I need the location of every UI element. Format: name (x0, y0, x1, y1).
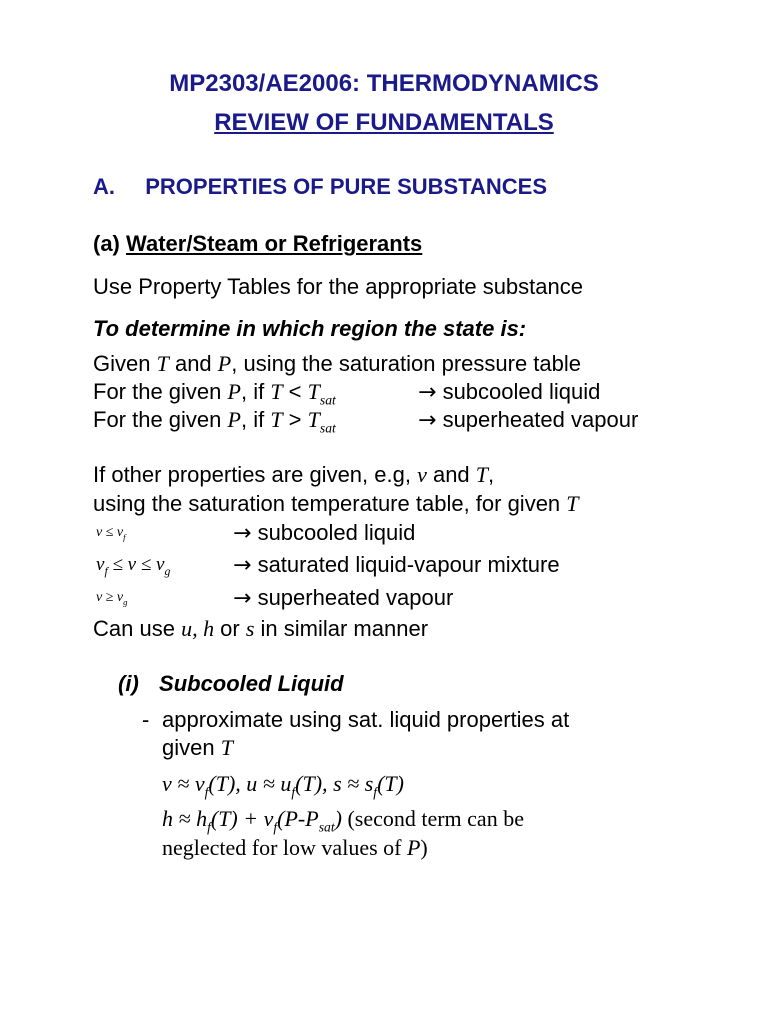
var-v: v (96, 525, 103, 540)
var-vf: v (116, 525, 124, 540)
other-line-1 (93, 461, 494, 489)
arrow-icon: → (418, 408, 437, 433)
var-vg: v (156, 554, 165, 575)
var-v: v (96, 590, 103, 605)
operator: ≤ (102, 525, 117, 540)
text: (T) (377, 771, 404, 796)
var-uf: u (280, 771, 292, 796)
var-tsat: T (307, 407, 320, 432)
given-tp-line-1 (93, 350, 581, 378)
result-text: subcooled liquid (257, 520, 416, 545)
intro-text: Use Property Tables for the appropriate substance (93, 274, 583, 299)
condition-3-result (233, 584, 453, 613)
operator: ≈ (257, 771, 281, 796)
var-vf: v (194, 771, 205, 796)
var-u-h: u, h (181, 616, 215, 641)
arrow-icon: → (418, 380, 437, 405)
var-vf: v (263, 806, 274, 831)
note-text: (second term can be (341, 806, 524, 831)
operator: > (282, 407, 308, 432)
var-t: T (270, 407, 283, 432)
section-a-heading (93, 174, 547, 200)
subscript-f: f (273, 819, 278, 835)
arrow-icon: → (233, 586, 252, 611)
result-text: saturated liquid-vapour mixture (257, 552, 560, 577)
approx-line-1: approximate using sat. liquid properties at (162, 707, 570, 732)
approx-line-2 (162, 734, 233, 762)
text: using the saturation temperature table, for given (93, 491, 567, 516)
text: , if (240, 407, 271, 432)
text: given (162, 735, 221, 760)
subscript-sat: sat (319, 420, 336, 436)
subscript-f: f (204, 784, 209, 800)
subscript-f: f (373, 784, 378, 800)
text: Can use (93, 616, 182, 641)
text: (T), (295, 771, 334, 796)
subscript-f: f (291, 784, 296, 800)
result-text: subcooled liquid (442, 379, 601, 404)
text: (T), (208, 771, 247, 796)
var-vf: v (96, 554, 105, 575)
page-title: REVIEW OF FUNDAMENTALS (214, 109, 554, 136)
given-tp-result-2 (418, 406, 638, 435)
var-t: T (475, 462, 489, 487)
var-v: v (162, 771, 172, 796)
other-line-3 (93, 615, 428, 643)
var-u: u (246, 771, 258, 796)
equation-2-note (162, 834, 428, 862)
equation-1 (162, 770, 404, 806)
subscript-g: g (123, 596, 128, 607)
var-p: P (217, 351, 232, 376)
text: , using the saturation pressure table (231, 351, 581, 376)
text: (T) + (210, 806, 264, 831)
text: (P-P (277, 806, 319, 831)
subscript-sat: sat (319, 392, 336, 408)
text: ) (334, 806, 342, 831)
course-title: MP2303/AE2006: THERMODYNAMICS (169, 70, 599, 97)
operator: ≤ (107, 554, 128, 575)
var-p: P (406, 835, 421, 860)
region-heading: To determine in which region the state is: (93, 316, 527, 341)
section-a-title: PROPERTIES OF PURE SUBSTANCES (145, 174, 548, 199)
section-a-label: A. (93, 174, 115, 199)
var-p: P (227, 379, 241, 404)
text: , if (240, 379, 271, 404)
text: If other properties are given, e.g, (93, 462, 418, 487)
operator: ≤ (136, 554, 157, 575)
result-text: superheated vapour (442, 407, 639, 432)
text: and (168, 351, 218, 376)
condition-3 (96, 584, 127, 616)
subsection-a-label: (a) (93, 231, 120, 256)
given-tp-result-1 (418, 378, 600, 407)
operator: ≈ (173, 806, 197, 831)
other-line-2 (93, 490, 579, 518)
operator: ≈ (171, 771, 195, 796)
condition-2-result (233, 551, 560, 580)
subscript-f: f (104, 564, 108, 578)
subscript-sat: sat (318, 819, 335, 835)
condition-1-result (233, 519, 415, 548)
subsection-a-heading (93, 231, 422, 257)
operator: ≈ (341, 771, 365, 796)
text: in similar manner (254, 616, 429, 641)
operator: ≥ (102, 590, 117, 605)
subsection-i-title: Subcooled Liquid (159, 671, 344, 696)
var-vg: v (116, 590, 124, 605)
arrow-icon: → (233, 521, 252, 546)
operator: < (282, 379, 308, 404)
text: or (214, 616, 246, 641)
var-sf: s (364, 771, 374, 796)
var-t: T (156, 351, 169, 376)
var-t: T (220, 735, 233, 760)
var-p: P (227, 407, 241, 432)
condition-1 (96, 519, 126, 551)
condition-2 (96, 551, 170, 586)
text: ) (420, 835, 428, 860)
given-tp-line-3 (93, 406, 336, 442)
subscript-f: f (207, 819, 211, 835)
text: and (426, 462, 476, 487)
note-text: neglected for low values of (162, 835, 407, 860)
var-v: v (127, 554, 137, 575)
text: , (488, 462, 495, 487)
result-text: superheated vapour (257, 585, 454, 610)
subscript-g: g (164, 564, 171, 578)
var-t: T (270, 379, 283, 404)
arrow-icon: → (233, 553, 252, 578)
var-hf: h (196, 806, 208, 831)
var-v: v (417, 462, 427, 487)
text: Given (93, 351, 157, 376)
var-tsat: T (307, 379, 320, 404)
text: For the given (93, 407, 228, 432)
var-t: T (566, 491, 579, 516)
var-s: s (245, 616, 255, 641)
subsection-i-label: (i) (118, 671, 139, 696)
approx-dash: - (142, 707, 150, 732)
var-s: s (333, 771, 342, 796)
var-h: h (162, 806, 173, 831)
subsection-i-heading (118, 671, 344, 697)
text: For the given (93, 379, 228, 404)
subscript-f: f (123, 531, 126, 542)
subsection-a-title: Water/Steam or Refrigerants (126, 231, 423, 256)
